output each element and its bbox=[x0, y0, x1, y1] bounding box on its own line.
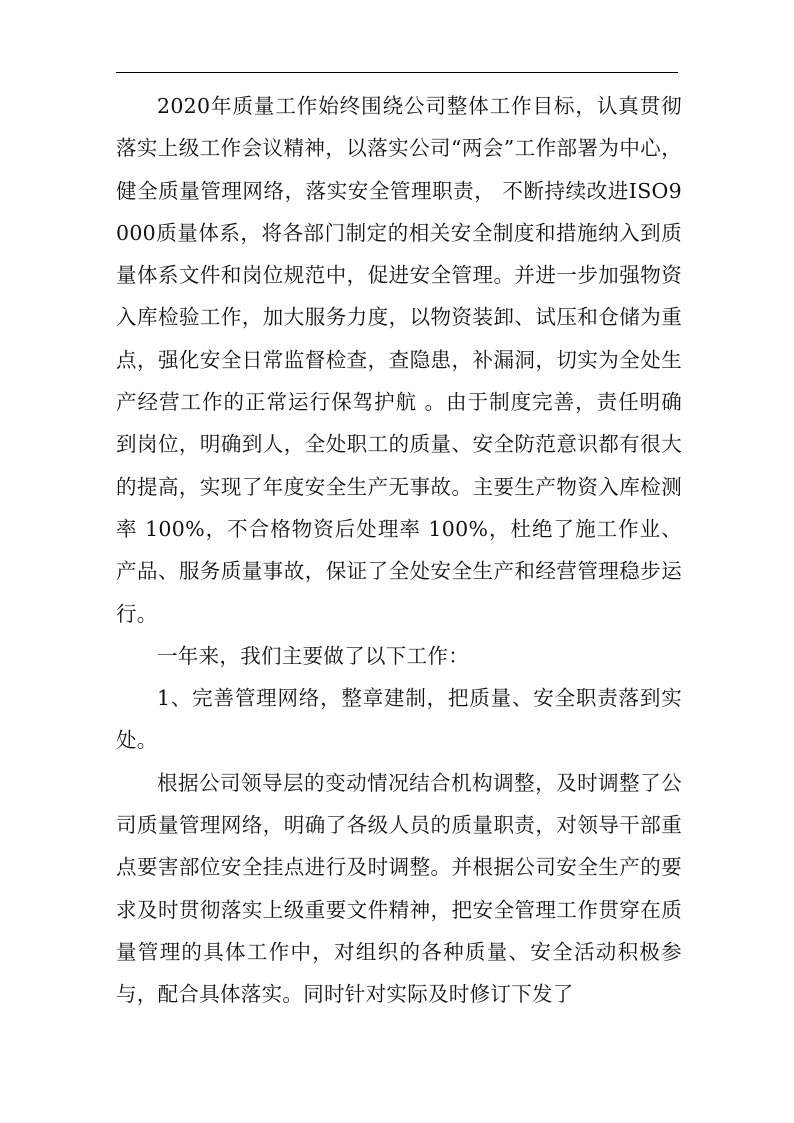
paragraph-management-adjustment: 根据公司领导层的变动情况结合机构调整，及时调整了公司质量管理网络，明确了各级人员的质量职责，对领导干部重点要害部位安全挂点进行及时调整。并根据公司安全生产的要求及时贯彻落实上级重要文件精神，把安全管理工作贯穿在质量管理的具体工作中，对组织的各种质量、安全活动积极参与，配合具体落实。同时针对实际及时修订下发了 bbox=[116, 770, 682, 1007]
paragraph-section-heading-1: 1、完善管理网络，整章建制，把质量、安全职责落到实处。 bbox=[116, 686, 682, 753]
paragraph-work-intro: 一年来，我们主要做了以下工作： bbox=[157, 643, 469, 668]
header-rule bbox=[116, 72, 678, 73]
paragraph-quality-summary: 2020年质量工作始终围绕公司整体工作目标，认真贯彻落实上级工作会议精神，以落实公司“两会”工作部署为中心，健全质量管理网络，落实安全管理职责， 不断持续改进ISO9000质量体系，将各部门制定的相关安全制度和措施纳入到质量体系文件和岗位规范中，促进安全管理。并进一步加强物资入库检验工作，加大服务力度，以物资装卸、试压和仓储为重点，强化安全日常监督检查，查隐患，补漏洞，切实为全处生产经营工作的正常运行保驾护航 。由于制度完善，责任明确到岗位，明确到人，全处职工的质量、安全防范意识都有很大的提高，实现了年度安全生产无事故。主要生产物资入库检测率 100%，不合格物资后处理率 100%，杜绝了施工作业、产品、服务质量事故，保证了全处安全生产和经营管理稳步运行。 bbox=[116, 94, 682, 626]
document-body bbox=[116, 85, 682, 1016]
